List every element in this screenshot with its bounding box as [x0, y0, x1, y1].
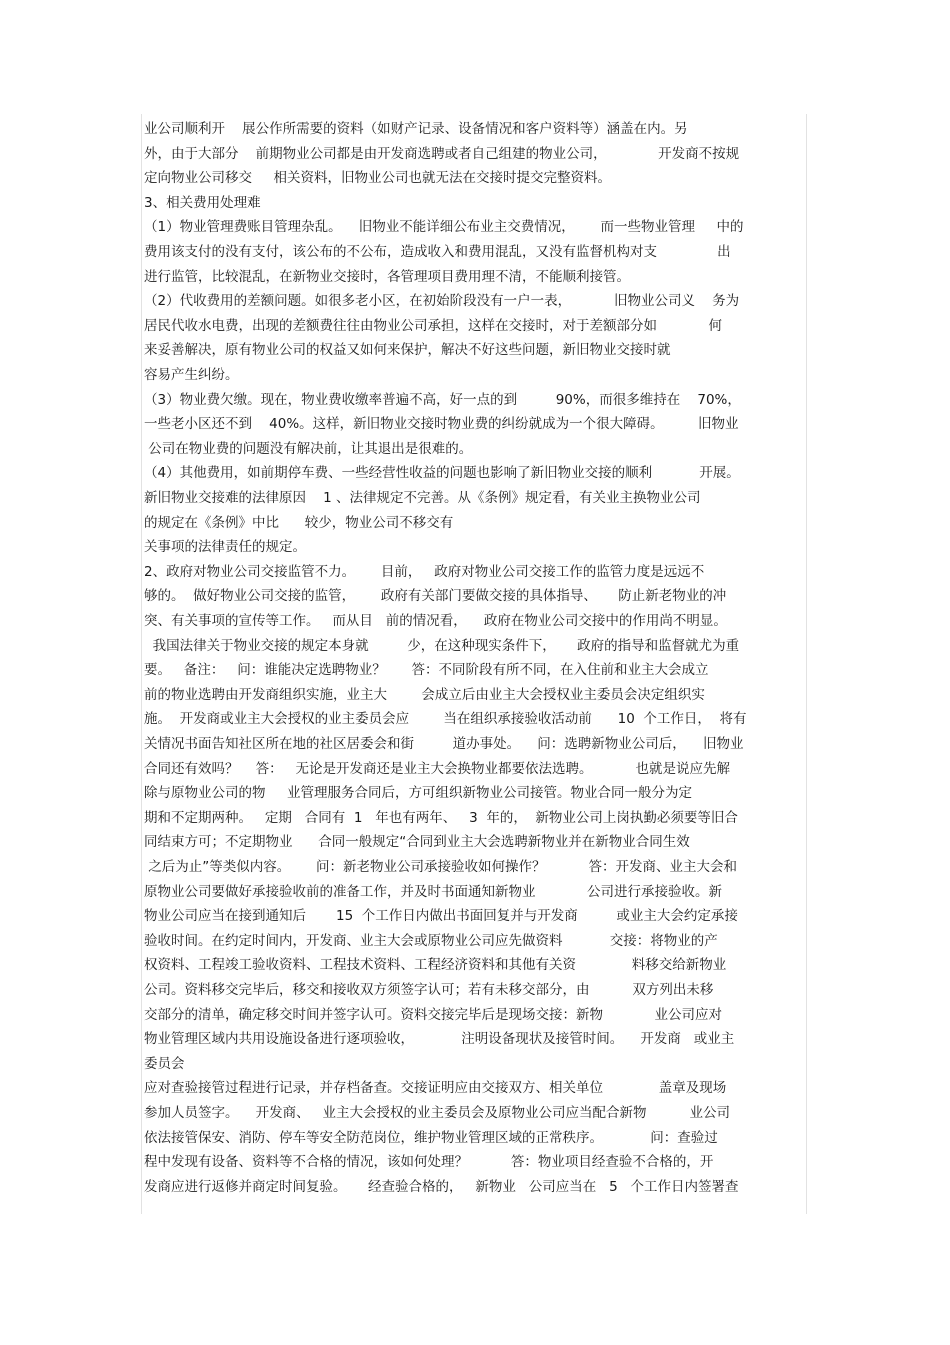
- text-line: （1）物业管理费账目管理杂乱。 旧物业不能详细公布业主交费情况， 而一些物业管理 中的: [144, 219, 744, 236]
- text-line: 应对查验接管过程进行记录，并存档备查。交接证明应由交接双方、相关单位 盖章及现场: [144, 1080, 727, 1097]
- text-line: 容易产生纠纷。: [144, 367, 239, 383]
- text-line: 定向物业公司移交 相关资料，旧物业公司也就无法在交接时提交完整资料。: [144, 170, 611, 187]
- text-line: 外，由于大部分 前期物业公司都是由开发商选聘或者自己组建的物业公司， 开发商不按规: [144, 145, 740, 162]
- text-line: 关事项的法律责任的规定。: [144, 539, 306, 556]
- text-line: 除与原物业公司的物 业管理服务合同后，方可组织新物业公司接管。物业合同一般分为定: [144, 785, 692, 802]
- text-line: 我国法律关于物业交接的规定本身就 少，在这种现实条件下， 政府的指导和监督就尤为重: [144, 637, 740, 654]
- text-line: 要。 备注： 问：谁能决定选聘物业？ 答：不同阶段有所不同，在入住前和业主大会成立: [144, 662, 709, 679]
- text-line: 期和不定期两种。 定期 合同有 1 年也有两年、 3 年的， 新物业公司上岗执勤必须要等旧合: [144, 809, 738, 826]
- text-line: （3）物业费欠缴。现在，物业费收缴率普遍不高，好一点的到 90%，而很多维持在 70%，: [144, 391, 741, 408]
- text-line: 新旧物业交接难的法律原因 1 、法律规定不完善。从《条例》规定看，有关业主换物业公司: [144, 490, 701, 506]
- text-line: 够的。 做好物业公司交接的监管， 政府有关部门要做交接的具体指导、 防止新老物业的冲: [144, 588, 727, 605]
- text-line: 2、政府对物业公司交接监管不力。 目前， 政府对物业公司交接工作的监管力度是远远不: [144, 563, 705, 580]
- text-line: 交部分的清单，确定移交时间并签字认可。资料交接完毕后是现场交接：新物 业公司应对: [144, 1006, 722, 1023]
- text-line: 进行监管，比较混乱，在新物业交接时，各管理项目费用理不清，不能顺利接管。: [144, 268, 630, 285]
- page-border-left: [141, 114, 142, 1214]
- text-line: 同结束方可；不定期物业 合同一般规定“合同到业主大会选聘新物业并在新物业合同生效: [144, 834, 690, 851]
- text-line: （2）代收费用的差额问题。如很多老小区，在初始阶段没有一户一表， 旧物业公司义 务为: [144, 293, 740, 310]
- text-line: 依法接管保安、消防、停车等安全防范岗位，维护物业管理区域的正常秩序。 问：查验过: [144, 1129, 718, 1146]
- text-line: 费用该支付的没有支付，该公布的不公布，造成收入和费用混乱，又没有监督机构对支 出: [144, 244, 731, 260]
- text-line: 公司在物业费的问题没有解决前，让其退出是很难的。: [144, 440, 473, 457]
- text-line: 来妥善解决，原有物业公司的权益又如何来保护，解决不好这些问题，新旧物业交接时就: [144, 342, 671, 359]
- text-line: 业公司顺利开 展公作所需要的资料（如财产记录、设备情况和客户资料等）涵盖在内。另: [144, 121, 688, 137]
- text-line: 一些老小区还不到 40%。这样，新旧物业交接时物业费的纠纷就成为一个很大障碍。 旧物业: [144, 416, 739, 433]
- text-line: 前的物业选聘由开发商组织实施，业主大 会成立后由业主大会授权业主委员会决定组织实: [144, 686, 705, 703]
- text-line: 关情况书面告知社区所在地的社区居委会和街 道办事处。 问：选聘新物业公司后， 旧物业: [144, 736, 744, 752]
- text-line: 3、相关费用处理难: [144, 194, 261, 211]
- text-line: 的规定在《条例》中比 较少，物业公司不移交有: [144, 514, 454, 531]
- text-line: 公司。资料移交完毕后，移交和接收双方须签字认可；若有未移交部分，由 双方列出未移: [144, 982, 714, 998]
- text-line: 合同还有效吗？ 答： 无论是开发商还是业主大会换物业都要依法选聘。 也就是说应先解: [144, 760, 730, 777]
- text-line: 验收时间。在约定时间内，开发商、业主大会或原物业公司应先做资料 交接：将物业的产: [144, 932, 718, 949]
- text-line: （4）其他费用，如前期停车费、一些经营性收益的问题也影响了新旧物业交接的顺利 开展。: [144, 465, 740, 482]
- text-line: 权资料、工程竣工验收资料、工程技术资料、工程经济资料和其他有关资 料移交给新物业: [144, 957, 727, 974]
- text-line: 施。 开发商或业主大会授权的业主委员会应 当在组织承接验收活动前 10 个工作日， 将有: [144, 711, 747, 728]
- page-border-right: [806, 114, 807, 1214]
- text-line: 委员会: [144, 1055, 185, 1072]
- text-line: 之后为止”等类似内容。 问：新老物业公司承接验收如何操作？ 答：开发商、业主大会和: [144, 859, 737, 875]
- text-line: 物业公司应当在接到通知后 15 个工作日内做出书面回复并与开发商 或业主大会约定承接: [144, 908, 738, 925]
- text-line: 参加人员签字。 开发商、 业主大会授权的业主委员会及原物业公司应当配合新物 业公司: [144, 1105, 730, 1121]
- text-line: 发商应进行返修并商定时间复验。 经查验合格的， 新物业 公司应当在 5 个工作日内签署查: [144, 1178, 739, 1195]
- text-line: 物业管理区域内共用设施设备进行逐项验收， 注明设备现状及接管时间。 开发商 或业主: [144, 1031, 735, 1048]
- text-line: 突、有关事项的宣传等工作。 而从目 前的情况看， 政府在物业公司交接中的作用尚不明显。: [144, 613, 727, 629]
- text-line: 程中发现有设备、资料等不合格的情况，该如何处理？ 答：物业项目经查验不合格的，开: [144, 1154, 714, 1171]
- text-line: 原物业公司要做好承接验收前的准备工作，并及时书面通知新物业 公司进行承接验收。新: [144, 883, 722, 900]
- text-line: 居民代收水电费，出现的差额费往往由物业公司承担，这样在交接时，对于差额部分如 何: [144, 317, 722, 334]
